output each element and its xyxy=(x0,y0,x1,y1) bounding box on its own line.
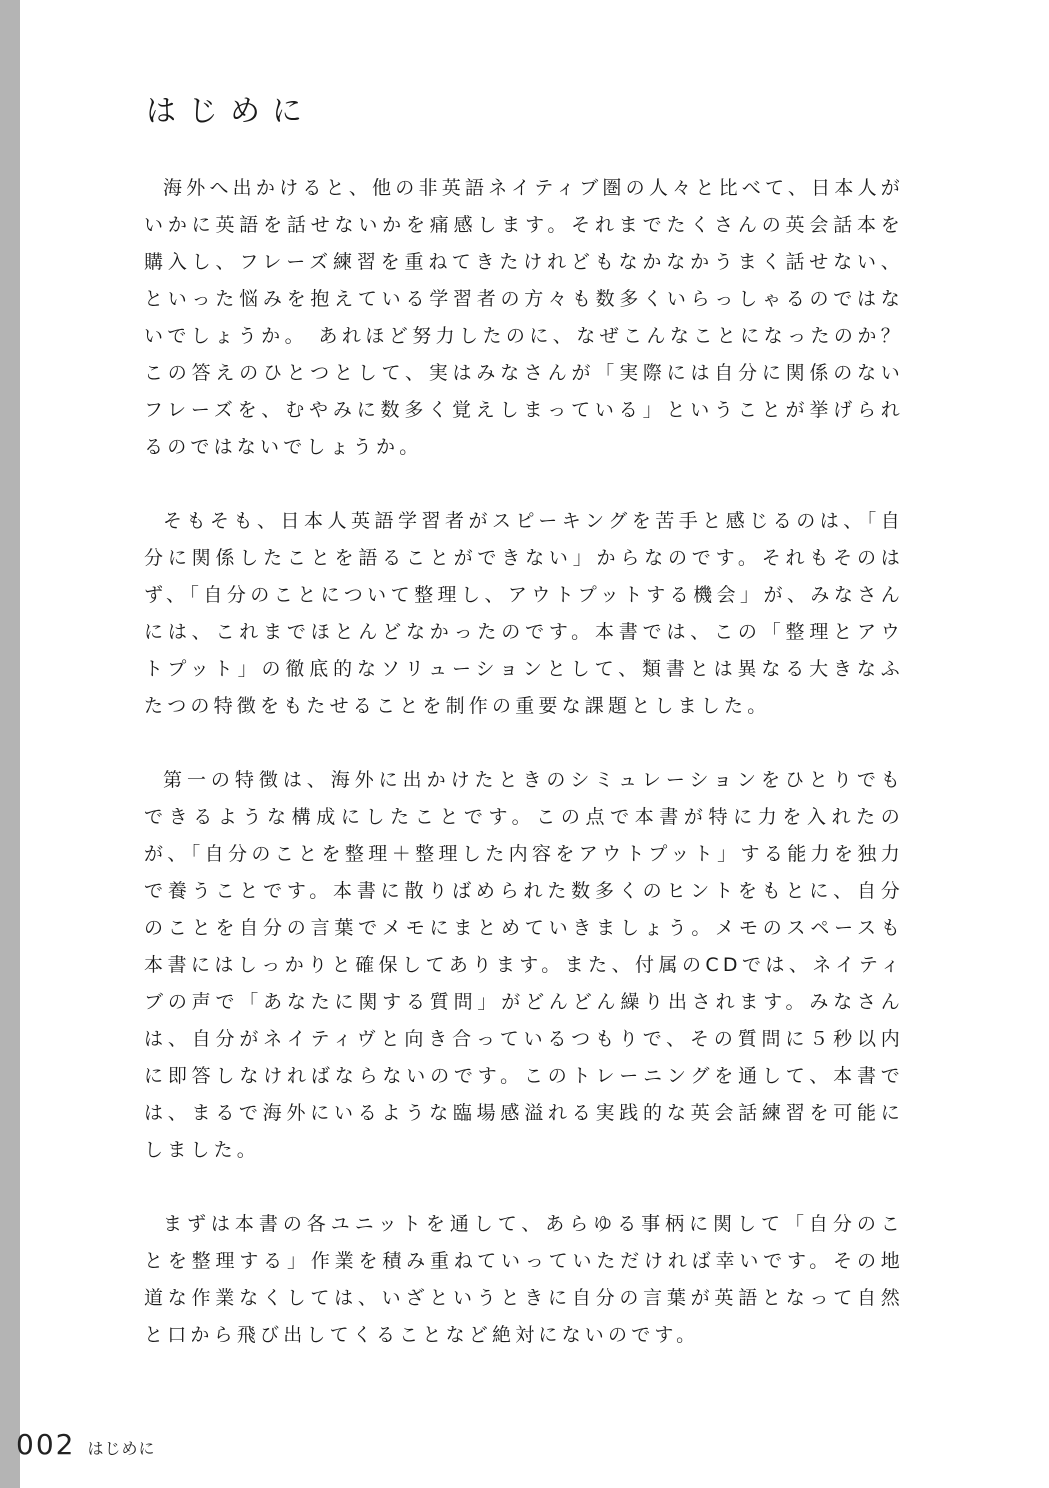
running-footer-label: はじめに xyxy=(87,1439,156,1458)
page-edge-bar xyxy=(0,0,20,1488)
page-number: 002 xyxy=(16,1428,76,1461)
page-title: はじめに xyxy=(146,94,314,129)
page-footer xyxy=(16,1428,155,1461)
paragraph-1: 海外へ出かけると、他の非英語ネイティブ圏の人々と比べて、日本人がいかに英語を話せないかを痛感します。それまでたくさんの英会話本を購入し、フレーズ練習を重ねてきたけれどもなかなかうまく話せない、といった悩みを抱えている学習者の方々も数多くいらっしゃるのではないでしょうか。 あれほど努力したのに、なぜこんなことになったのか？ この答えのひとつとして、実はみなさんが「実際には自分に関係のないフレーズを、むやみに数多く覚えしまっている」ということが挙げられるのではないでしょうか。 xyxy=(144,177,904,458)
paragraph-4: まずは本書の各ユニットを通して、あらゆる事柄に関して「自分のことを整理する」作業を積み重ねていっていただければ幸いです。その地道な作業なくしては、いざというときに自分の言葉が英語となって自然と口から飛び出してくることなど絶対にないのです。 xyxy=(144,1213,904,1346)
body-text xyxy=(144,170,904,1391)
paragraph-2: そもそも、日本人英語学習者がスピーキングを苦手と感じるのは、「自分に関係したことを語ることができない」からなのです。それもそのはず、「自分のことについて整理し、アウトプットする機会」が、みなさんには、これまでほとんどなかったのです。本書では、この「整理とアウトプット」の徹底的なソリューションとして、類書とは異なる大きなふたつの特徴をもたせることを制作の重要な課題としました。 xyxy=(144,510,904,717)
paragraph-3: 第一の特徴は、海外に出かけたときのシミュレーションをひとりでもできるような構成にしたことです。この点で本書が特に力を入れたのが、「自分のことを整理＋整理した内容をアウトプット」する能力を独力で養うことです。本書に散りばめられた数多くのヒントをもとに、自分のことを自分の言葉でメモにまとめていきましょう。メモのスペースも本書にはしっかりと確保してあります。また、付属のCDでは、ネイティブの声で「あなたに関する質問」がどんどん繰り出されます。みなさんは、自分がネイティヴと向き合っているつもりで、その質問に５秒以内に即答しなければならないのです。このトレーニングを通して、本書では、まるで海外にいるような臨場感溢れる実践的な英会話練習を可能にしました。 xyxy=(144,769,904,1161)
